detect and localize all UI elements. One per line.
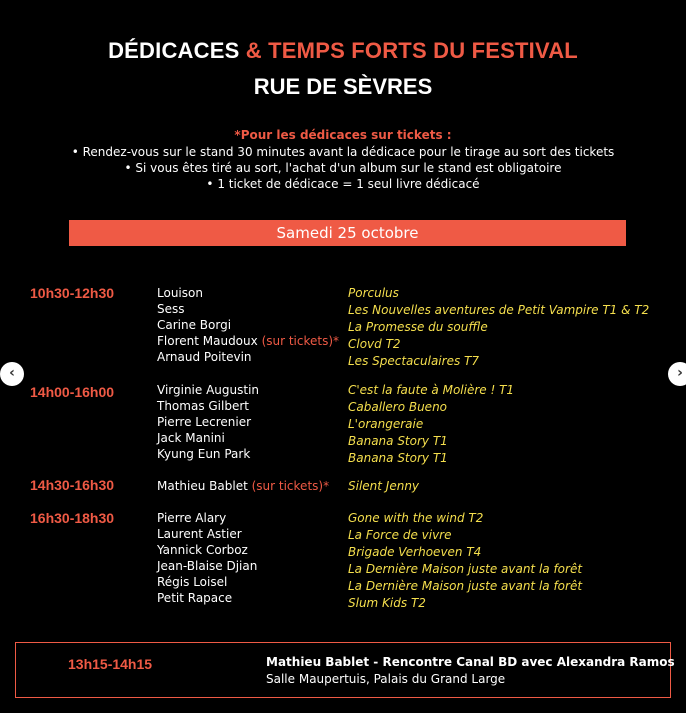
chevron-left-icon: ‹ xyxy=(9,365,15,381)
slot-time: 14h00-16h00 xyxy=(30,384,115,400)
book-title: Les Nouvelles aventures de Petit Vampire T1 & T2 xyxy=(348,303,650,317)
chevron-right-icon: › xyxy=(677,365,683,381)
book-title: Les Spectaculaires T7 xyxy=(348,354,479,368)
author-entry xyxy=(157,333,339,349)
book-title: Banana Story T1 xyxy=(348,451,448,465)
book-title: La Promesse du souffle xyxy=(348,320,488,334)
author-name: Carine Borgi xyxy=(157,318,232,332)
book-title: La Force de vivre xyxy=(348,528,452,542)
info-line: • Si vous êtes tiré au sort, l'achat d'un album sur le stand est obligatoire xyxy=(124,161,562,175)
info-heading: *Pour les dédicaces sur tickets : xyxy=(234,128,452,142)
page-title xyxy=(0,38,686,64)
author-name: Pierre Alary xyxy=(157,511,227,525)
title-part-red: & TEMPS FORTS DU FESTIVAL xyxy=(245,38,578,63)
book-title: La Dernière Maison juste avant la forêt xyxy=(348,579,583,593)
date-banner: Samedi 25 octobre xyxy=(69,220,626,246)
author-name: Sess xyxy=(157,302,185,316)
author-name: Régis Loisel xyxy=(157,575,228,589)
author-name: Louison xyxy=(157,286,203,300)
ticket-tag: (sur tickets)* xyxy=(251,479,330,493)
book-title: Slum Kids T2 xyxy=(348,596,426,610)
author-entry xyxy=(157,478,329,494)
title-part-white: DÉDICACES xyxy=(108,38,240,63)
slot-time: 16h30-18h30 xyxy=(30,510,115,526)
book-title: Clovd T2 xyxy=(348,337,401,351)
info-line: • Rendez-vous sur le stand 30 minutes avant la dédicace pour le tirage au sort des tickets xyxy=(71,145,615,159)
info-line: • 1 ticket de dédicace = 1 seul livre dédicacé xyxy=(206,177,480,191)
author-name: Florent Maudoux xyxy=(157,334,258,348)
event-place: Salle Maupertuis, Palais du Grand Large xyxy=(266,672,506,686)
book-title: Porculus xyxy=(348,286,399,300)
event-time: 13h15-14h15 xyxy=(68,656,153,672)
event-title: Mathieu Bablet - Rencontre Canal BD avec Alexandra Ramos xyxy=(266,655,675,669)
prev-slide-button[interactable] xyxy=(0,362,24,386)
book-title: Caballero Bueno xyxy=(348,400,448,414)
slot-time: 10h30-12h30 xyxy=(30,285,115,301)
author-name: Jean-Blaise Djian xyxy=(157,559,258,573)
book-title: La Dernière Maison juste avant la forêt xyxy=(348,562,583,576)
author-name: Jack Manini xyxy=(157,431,225,445)
author-name: Yannick Corboz xyxy=(157,543,248,557)
book-title: C'est la faute à Molière ! T1 xyxy=(348,383,515,397)
author-name: Arnaud Poitevin xyxy=(157,350,252,364)
author-name: Thomas Gilbert xyxy=(157,399,249,413)
author-name: Kyung Eun Park xyxy=(157,447,251,461)
author-name: Pierre Lecrenier xyxy=(157,415,252,429)
author-name: Virginie Augustin xyxy=(157,383,260,397)
page-subtitle: RUE DE SÈVRES xyxy=(253,74,433,99)
book-title: Banana Story T1 xyxy=(348,434,448,448)
slot-time: 14h30-16h30 xyxy=(30,477,115,493)
author-name: Laurent Astier xyxy=(157,527,242,541)
book-title: L'orangeraie xyxy=(348,417,424,431)
book-title: Silent Jenny xyxy=(348,479,420,493)
author-name: Mathieu Bablet xyxy=(157,479,248,493)
ticket-tag: (sur tickets)* xyxy=(261,334,340,348)
book-title: Brigade Verhoeven T4 xyxy=(348,545,482,559)
book-title: Gone with the wind T2 xyxy=(348,511,484,525)
next-slide-button[interactable] xyxy=(668,362,686,386)
author-name: Petit Rapace xyxy=(157,591,233,605)
